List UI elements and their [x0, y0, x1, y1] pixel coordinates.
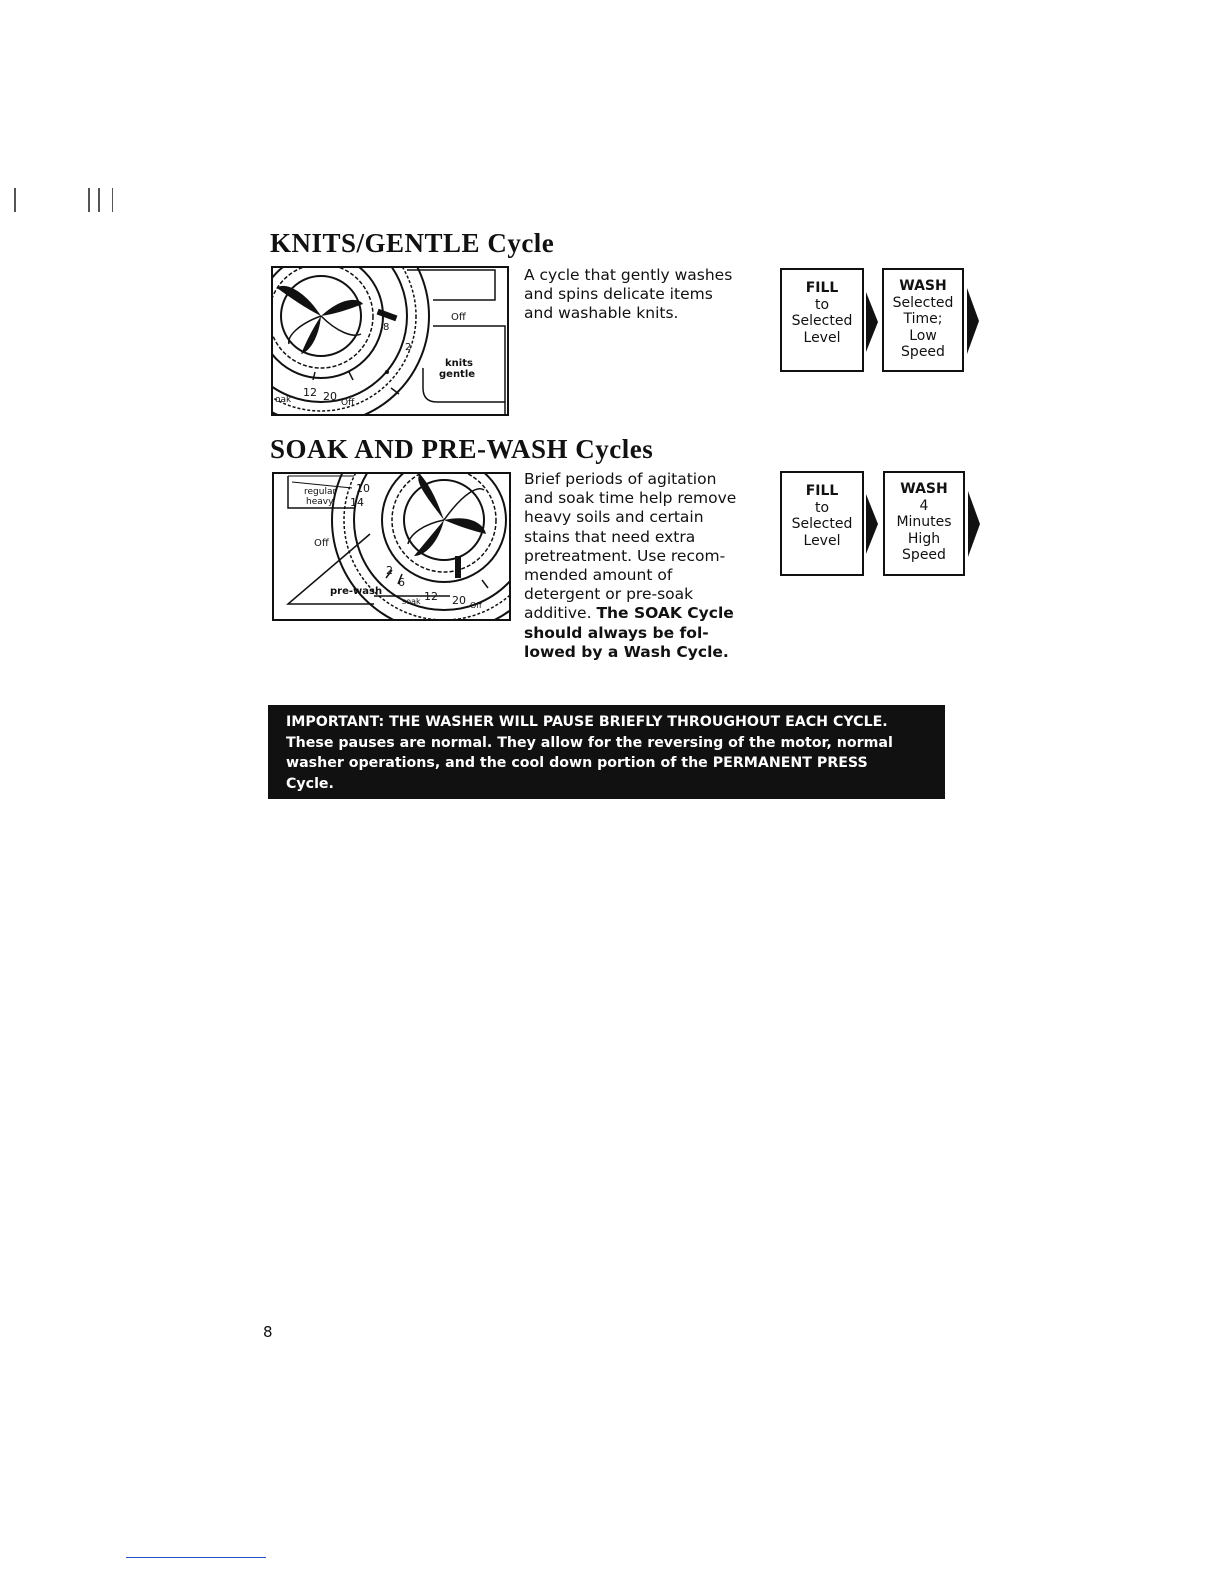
step-line: Speed: [901, 344, 945, 360]
description-line: heavy soils and certain: [524, 508, 704, 527]
scan-mark: [14, 188, 16, 212]
notice-line: IMPORTANT: THE WASHER WILL PAUSE BRIEFLY THROUGHOUT EACH CYCLE.: [286, 714, 888, 730]
step-heading: WASH: [900, 481, 948, 497]
dial-label: 2: [405, 342, 412, 353]
notice-line: washer operations, and the cool down portion of the PERMANENT PRESS: [286, 755, 868, 771]
description-bold-line: should always be fol-: [524, 623, 709, 642]
dial-label: 14: [350, 496, 364, 509]
section-title-knits-gentle: KNITS/GENTLE Cycle: [270, 228, 555, 258]
wash-step-box: [883, 471, 965, 576]
step-heading: FILL: [805, 280, 839, 296]
soak-prewash-description: [524, 470, 764, 662]
dial-label: Off: [470, 601, 482, 610]
description-line: A cycle that gently washes: [524, 266, 733, 284]
important-notice-box: [268, 705, 945, 799]
step-line: Speed: [902, 547, 946, 563]
description-line: and washable knits.: [524, 304, 679, 323]
step-line: Level: [803, 329, 841, 346]
description-bold-text: The SOAK Cycle: [596, 604, 734, 623]
dial-label: knits: [445, 358, 473, 369]
dial-label: 12: [303, 386, 317, 399]
step-line: Selected: [791, 313, 853, 329]
wash-step-box: [882, 268, 964, 372]
description-bold-line: lowed by a Wash Cycle.: [524, 642, 729, 661]
step-line: Selected: [791, 516, 853, 532]
step-line: Minutes: [896, 514, 952, 530]
dial-label: 8: [383, 322, 390, 333]
arrow-right-icon: [965, 288, 981, 354]
notice-line: Cycle.: [286, 775, 334, 792]
description-line: Brief periods of agitation: [524, 470, 717, 488]
dial-label: regular: [304, 487, 337, 497]
step-line: to: [814, 296, 830, 313]
description-text: additive.: [524, 604, 597, 623]
dial-label: gentle: [439, 369, 476, 380]
description-line: and spins delicate items: [524, 285, 713, 304]
arrow-right-icon: [864, 292, 880, 352]
soak-prewash-dial-illustration: [272, 472, 511, 621]
dial-label: heavy: [306, 497, 334, 507]
dial-label: Off: [341, 398, 355, 408]
description-line: pretreatment. Use recom-: [524, 546, 726, 565]
dial-label: 20: [323, 390, 337, 403]
dial-label: 20: [452, 594, 466, 607]
description-line: detergent or pre-soak: [524, 585, 694, 604]
step-line: Low: [909, 327, 937, 344]
arrow-right-icon: [864, 494, 880, 554]
scan-mark: [98, 188, 100, 212]
arrow-right-icon: [966, 491, 982, 557]
dial-label: Off: [451, 312, 466, 323]
page-number: 8: [263, 1323, 273, 1341]
scan-mark: [88, 188, 90, 212]
footer-rule: [126, 1557, 266, 1558]
section-title-soak-prewash: SOAK AND PRE-WASH Cycles: [270, 434, 654, 464]
step-line: Level: [803, 532, 841, 549]
step-line: 4: [919, 497, 929, 514]
knits-gentle-description: [524, 266, 764, 324]
step-line: Time;: [903, 311, 943, 327]
dial-label: soak: [402, 597, 421, 606]
step-line: Selected: [892, 294, 954, 311]
step-line: to: [814, 499, 830, 516]
dial-label: 12: [424, 590, 438, 603]
dial-label: 2: [386, 564, 393, 577]
description-line: mended amount of: [524, 566, 673, 585]
fill-step-box: [780, 471, 864, 576]
step-heading: FILL: [805, 483, 839, 499]
step-line: High: [907, 530, 941, 547]
notice-line: These pauses are normal. They allow for the reversing of the motor, normal: [286, 734, 893, 751]
description-line: and soak time help remove: [524, 489, 737, 508]
dial-label: oak: [275, 395, 292, 405]
dial-label: 10: [356, 482, 370, 495]
description-line: stains that need extra: [524, 527, 696, 546]
description-line: [524, 604, 764, 623]
dial-label: 6: [398, 576, 405, 589]
step-heading: WASH: [899, 278, 947, 294]
dial-label: Off: [314, 538, 329, 549]
dial-label: pre-wash: [330, 586, 383, 597]
knits-gentle-dial-illustration: [271, 266, 509, 416]
scan-mark: [112, 188, 113, 212]
fill-step-box: [780, 268, 864, 372]
